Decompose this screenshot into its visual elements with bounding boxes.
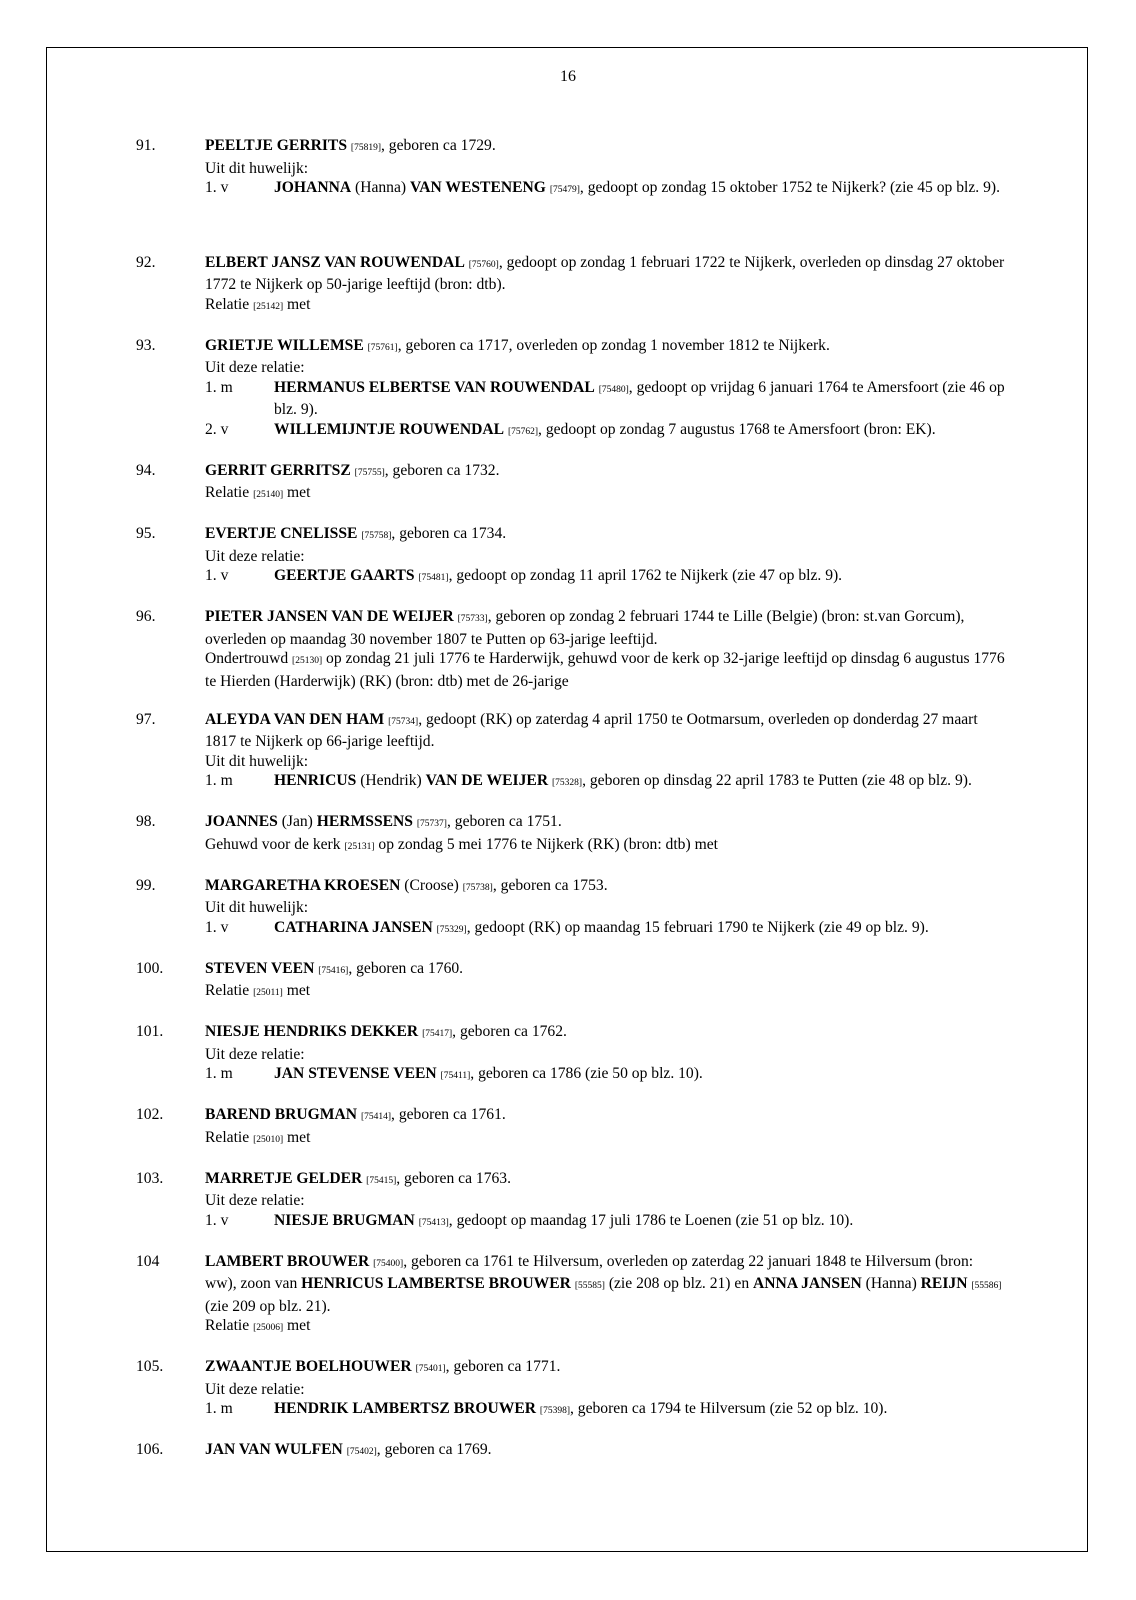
person-name: PEELTJE GERRITS <box>205 137 347 154</box>
record-id: [75762] <box>507 426 539 437</box>
entry-intro <box>205 607 1005 649</box>
entry-body <box>205 710 1005 794</box>
entry-body <box>205 1022 1005 1087</box>
record-id: [75737] <box>416 819 447 829</box>
entry <box>0 461 1136 506</box>
entry-number: 100. <box>136 959 164 977</box>
text-run: , gedoopt op zondag 7 augustus 1768 te Amersfoort (bron: EK). <box>538 420 936 438</box>
entry <box>0 959 1136 1004</box>
entry-body <box>205 607 1005 691</box>
child-number: 2. v <box>205 420 229 438</box>
entry-line <box>205 159 1005 179</box>
entry-number: 92. <box>136 253 156 271</box>
record-id: [75755] <box>354 467 385 478</box>
child-item <box>205 420 1005 443</box>
genealogy-entries <box>0 136 1136 1481</box>
person-name: BAREND BRUGMAN <box>205 1106 358 1123</box>
child-number: 1. v <box>205 179 229 196</box>
record-id: [75402] <box>346 1447 377 1457</box>
entry-body <box>205 336 1005 443</box>
record-id: [25006] <box>253 1323 284 1333</box>
person-name: VAN WESTENENG <box>410 179 546 196</box>
child-number: 1. v <box>205 1211 229 1229</box>
text-run: , geboren op dinsdag 22 april 1783 te Putten (zie 48 op blz. 9). <box>582 772 972 789</box>
person-name: ELBERT JANSZ VAN ROUWENDAL <box>205 253 465 271</box>
entry-intro <box>205 1252 1005 1317</box>
record-id: [75411] <box>440 1071 471 1081</box>
person-name: MARRETJE GELDER <box>205 1169 363 1187</box>
record-id: [75328] <box>552 778 583 788</box>
record-id: [75734] <box>388 716 419 727</box>
entry-number: 97. <box>136 710 156 728</box>
person-name: JOHANNA <box>274 179 352 196</box>
entry-number: 104 <box>136 1252 160 1270</box>
entry <box>0 524 1136 589</box>
entry <box>0 1440 1136 1463</box>
text-run: , geboren ca 1786 (zie 50 op blz. 10). <box>470 1065 703 1082</box>
entry-intro <box>205 1357 1005 1380</box>
record-id: [75733] <box>457 614 488 624</box>
person-name: ZWAANTJE BOELHOUWER <box>205 1358 412 1375</box>
entry-intro <box>205 812 1005 835</box>
text-run: , geboren ca 1769. <box>376 1441 492 1458</box>
text-run: , gedoopt op maandag 17 juli 1786 te Loenen (zie 51 op blz. 10). <box>448 1211 854 1229</box>
person-name: NIESJE BRUGMAN <box>274 1211 415 1229</box>
text-run: op zondag 21 juli 1776 te Harderwijk, gehuwd voor de kerk op 32-jarige leeftijd op dinsdag 6 augustus 1776 te Hierden (Harderwijk) (RK) (bron: dtb) met de 26-jarige <box>205 650 1005 690</box>
text-run: (Hendrik) <box>356 772 426 789</box>
child-item <box>205 918 1005 941</box>
entry-line <box>205 547 1005 567</box>
person-name: GEERTJE GAARTS <box>274 567 415 584</box>
entry-number: 105. <box>136 1358 164 1375</box>
text-run: , geboren ca 1761. <box>391 1106 506 1123</box>
entry-body <box>205 253 1005 318</box>
entry <box>0 1022 1136 1087</box>
entry-line <box>205 1128 1005 1151</box>
entry-line <box>205 1045 1005 1065</box>
entry-line <box>205 898 1005 918</box>
record-id: [75738] <box>462 882 493 893</box>
person-name: NIESJE HENDRIKS DEKKER <box>205 1023 419 1040</box>
entry <box>0 136 1136 201</box>
text-run: Gehuwd voor de kerk <box>205 835 345 853</box>
person-name: JAN VAN WULFEN <box>205 1441 343 1458</box>
entry-body <box>205 1105 1005 1150</box>
text-run: , gedoopt op vrijdag 6 januari 1764 te Amersfoort (zie 46 op blz. 9). <box>274 378 1005 418</box>
child-number: 1. v <box>205 918 229 936</box>
text-run: Uit deze relatie: <box>205 547 305 565</box>
child-number: 1. m <box>205 1400 233 1417</box>
entry-line <box>205 981 1005 1004</box>
text-run: Relatie <box>205 1317 254 1334</box>
entry-line <box>205 649 1005 691</box>
text-run: (zie 208 op blz. 21) en <box>604 1275 754 1292</box>
record-id: [75415] <box>366 1175 397 1186</box>
entry-body <box>205 1357 1005 1422</box>
entry-number: 101. <box>136 1023 164 1040</box>
child-item <box>205 771 1005 794</box>
child-number: 1. m <box>205 772 233 789</box>
text-run: Ondertrouwd <box>205 650 293 667</box>
entry-intro <box>205 959 1005 982</box>
entry-body <box>205 1169 1005 1234</box>
entry-intro <box>205 336 1005 359</box>
entry-body <box>205 812 1005 857</box>
text-run: met <box>283 295 311 313</box>
entry-body <box>205 524 1005 589</box>
entry <box>0 1357 1136 1422</box>
entry-intro <box>205 1022 1005 1045</box>
entry-intro <box>205 524 1005 547</box>
text-run: , geboren ca 1751. <box>446 813 562 830</box>
entry-number: 95. <box>136 525 156 542</box>
entry <box>0 812 1136 857</box>
record-id: [75413] <box>418 1217 449 1228</box>
person-name: JAN STEVENSE VEEN <box>274 1065 437 1082</box>
text-run: Uit dit huwelijk: <box>205 159 309 177</box>
child-item <box>205 566 1005 589</box>
entry-number: 103. <box>136 1169 164 1187</box>
entry-number: 96. <box>136 608 156 625</box>
text-run: , geboren ca 1734. <box>391 525 507 542</box>
entry-number: 91. <box>136 137 156 154</box>
person-name: HENRICUS <box>274 772 357 789</box>
person-name: REIJN <box>920 1275 968 1292</box>
record-id: [25010] <box>253 1134 284 1145</box>
record-id: [75760] <box>468 259 499 270</box>
child-item <box>205 178 1005 201</box>
entry-number: 94. <box>136 461 156 479</box>
person-name: STEVEN VEEN <box>205 959 315 977</box>
child-item <box>205 1211 1005 1234</box>
entry-number: 106. <box>136 1441 164 1458</box>
entry-body <box>205 136 1005 201</box>
record-id: [75400] <box>373 1258 404 1269</box>
record-id: [75479] <box>549 185 580 195</box>
entry <box>0 1169 1136 1234</box>
text-run: Uit deze relatie: <box>205 1380 305 1398</box>
entry-number: 98. <box>136 813 156 830</box>
record-id: [75480] <box>598 384 629 395</box>
record-id: [75758] <box>361 531 392 541</box>
entry <box>0 607 1136 691</box>
text-run: met <box>283 484 311 501</box>
entry-body <box>205 876 1005 941</box>
entry-number: 93. <box>136 336 156 354</box>
entry <box>0 1252 1136 1339</box>
entry-intro <box>205 1105 1005 1128</box>
text-run: Uit deze relatie: <box>205 1192 305 1209</box>
text-run: , geboren ca 1794 te Hilversum (zie 52 op blz. 10). <box>569 1400 888 1417</box>
text-run: met <box>283 1128 311 1146</box>
entry-intro <box>205 1440 1005 1463</box>
text-run: , geboren ca 1771. <box>445 1358 561 1375</box>
text-run: (Hanna) <box>351 179 410 196</box>
child-number: 1. v <box>205 567 229 584</box>
person-name: PIETER JANSEN VAN DE WEIJER <box>205 608 454 625</box>
text-run: Relatie <box>205 484 254 501</box>
person-name: ALEYDA VAN DEN HAM <box>205 710 385 728</box>
entry-line <box>205 295 1005 318</box>
entry-number: 102. <box>136 1106 164 1123</box>
text-run: , geboren ca 1763. <box>396 1169 511 1187</box>
entry-line <box>205 752 1005 772</box>
entry-body <box>205 461 1005 506</box>
child-item <box>205 1064 1005 1087</box>
text-run: met <box>282 982 311 999</box>
entry-line <box>205 358 1005 378</box>
entry-line <box>205 483 1005 506</box>
person-name: VAN DE WEIJER <box>425 772 549 789</box>
text-run: Uit dit huwelijk: <box>205 752 309 770</box>
entry-intro <box>205 136 1005 159</box>
entry-line <box>205 1380 1005 1400</box>
entry <box>0 336 1136 443</box>
entry-line <box>205 1316 1005 1339</box>
record-id: [75481] <box>418 573 449 583</box>
text-run: met <box>283 1317 311 1334</box>
person-name: HERMSSENS <box>316 813 413 830</box>
page-number: 16 <box>560 68 576 85</box>
record-id: [25011] <box>253 988 283 998</box>
entry-intro <box>205 253 1005 295</box>
text-run: , geboren ca 1729. <box>380 137 496 154</box>
record-id: [75417] <box>422 1029 453 1039</box>
entry-body <box>205 959 1005 1004</box>
record-id: [75414] <box>360 1112 392 1122</box>
child-number: 1. m <box>205 1065 233 1082</box>
person-name: HENRICUS LAMBERTSE BROUWER <box>301 1275 571 1292</box>
entry-intro <box>205 1169 1005 1192</box>
person-name: GRIETJE WILLEMSE <box>205 336 364 354</box>
record-id: [75416] <box>318 965 349 976</box>
text-run: Uit deze relatie: <box>205 1045 305 1063</box>
record-id: [75819] <box>350 143 381 153</box>
entry-body <box>205 1440 1005 1463</box>
person-name: ANNA JANSEN <box>753 1275 862 1292</box>
person-name: WILLEMIJNTJE ROUWENDAL <box>274 420 505 438</box>
entry-body <box>205 1252 1005 1339</box>
entry-line <box>205 1191 1005 1211</box>
text-run: , gedoopt op zondag 11 april 1762 te Nijkerk (zie 47 op blz. 9). <box>448 567 843 584</box>
child-number: 1. m <box>205 378 233 396</box>
person-name: JOANNES <box>205 813 278 830</box>
text-run: Uit deze relatie: <box>205 359 305 376</box>
entry <box>0 710 1136 794</box>
text-run: Relatie <box>205 982 254 999</box>
entry <box>0 1105 1136 1150</box>
text-run: , gedoopt op zondag 1 februari 1722 te Nijkerk, overleden op dinsdag 27 oktober 1772 te Nijkerk op 50-jarige leeftijd (bron: dtb). <box>205 253 1005 293</box>
person-name: CATHARINA JANSEN <box>274 918 433 936</box>
record-id: [25130] <box>292 656 323 666</box>
entry-line <box>205 835 1005 858</box>
record-id: [55585] <box>574 1281 605 1291</box>
record-id: [25131] <box>344 841 375 852</box>
text-run: (Hanna) <box>861 1275 921 1292</box>
text-run: Relatie <box>205 1128 254 1146</box>
text-run: , geboren ca 1760. <box>348 959 464 977</box>
record-id: [75761] <box>367 342 398 353</box>
record-id: [25140] <box>253 490 284 500</box>
person-name: HERMANUS ELBERTSE VAN ROUWENDAL <box>274 378 595 396</box>
text-run: , geboren op zondag 2 februari 1744 te Lille (Belgie) (bron: st.van Gorcum), overleden op maandag 30 november 1807 te Putten op 63-jarige leeftijd. <box>205 608 965 648</box>
person-name: GERRIT GERRITSZ <box>205 461 351 479</box>
text-run: Uit dit huwelijk: <box>205 899 309 916</box>
text-run: , geboren ca 1717, overleden op zondag 1 november 1812 te Nijkerk. <box>397 336 830 354</box>
text-run: (zie 209 op blz. 21). <box>205 1297 331 1315</box>
text-run: , gedoopt op zondag 15 oktober 1752 te Nijkerk? (zie 45 op blz. 9). <box>579 179 1000 196</box>
child-item <box>205 378 1005 420</box>
record-id: [75398] <box>539 1406 570 1416</box>
text-run: , geboren ca 1732. <box>384 461 500 479</box>
person-name: MARGARETHA KROESEN <box>205 876 401 894</box>
record-id: [75401] <box>415 1364 446 1374</box>
entry-number: 99. <box>136 876 156 894</box>
text-run: (Croose) <box>400 876 463 894</box>
text-run: op zondag 5 mei 1776 te Nijkerk (RK) (bron: dtb) met <box>374 835 718 853</box>
entry-intro <box>205 461 1005 484</box>
child-item <box>205 1399 1005 1422</box>
entry-intro <box>205 710 1005 752</box>
text-run: , geboren ca 1761 te Hilversum, overleden op zaterdag 22 januari 1848 te Hilversum (bron: ww), zoon van <box>205 1252 974 1292</box>
record-id: [55586] <box>971 1281 1002 1291</box>
text-run: , geboren ca 1753. <box>492 876 608 894</box>
person-name: LAMBERT BROUWER <box>205 1252 370 1270</box>
record-id: [75329] <box>436 924 467 935</box>
text-run: , gedoopt (RK) op zaterdag 4 april 1750 te Ootmarsum, overleden op donderdag 27 maart 1817 te Nijkerk op 66-jarige leeftijd. <box>205 710 978 750</box>
record-id: [25142] <box>253 301 284 312</box>
person-name: EVERTJE CNELISSE <box>205 525 358 542</box>
text-run: Relatie <box>205 295 254 313</box>
entry-intro <box>205 876 1005 899</box>
entry <box>0 253 1136 318</box>
person-name: HENDRIK LAMBERTSZ BROUWER <box>274 1400 536 1417</box>
entry <box>0 876 1136 941</box>
text-run: , geboren ca 1762. <box>452 1023 567 1040</box>
text-run: (Jan) <box>277 813 317 830</box>
text-run: , gedoopt (RK) op maandag 15 februari 1790 te Nijkerk (zie 49 op blz. 9). <box>466 918 929 936</box>
